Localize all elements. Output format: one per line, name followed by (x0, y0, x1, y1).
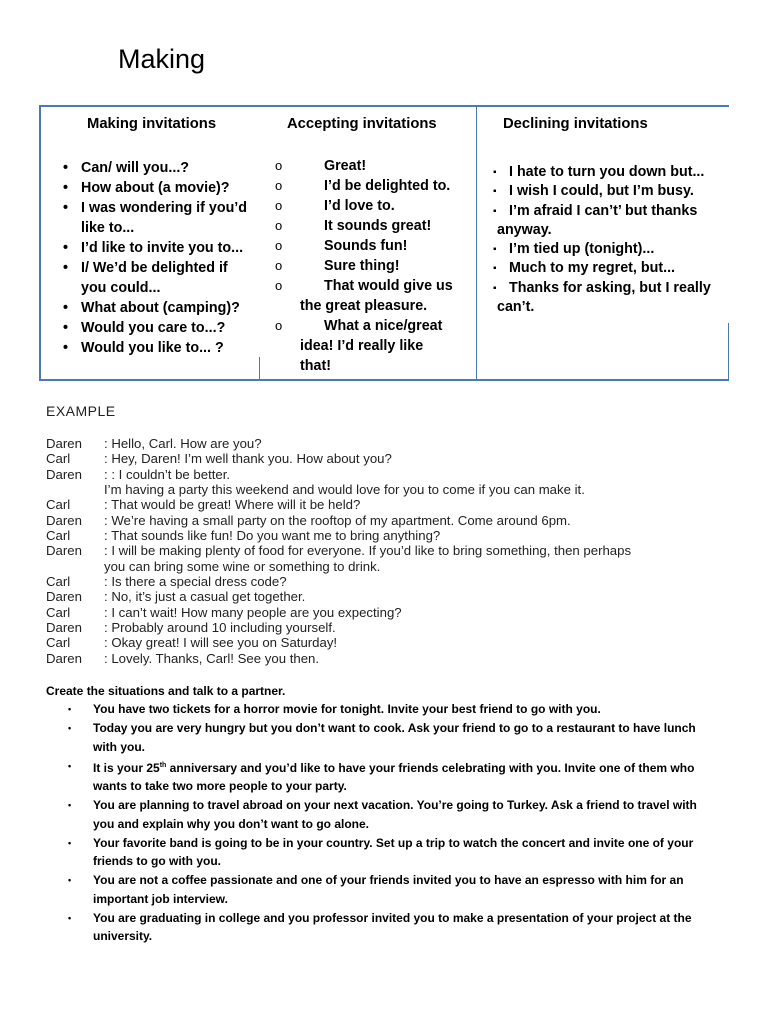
dialog-speaker: Daren (46, 620, 82, 636)
bullet-icon: o (275, 238, 283, 253)
bullet-icon: ▪ (493, 167, 497, 178)
making-item: • Can/ will you...? (63, 160, 190, 176)
accepting-item: o I’d be delighted to. (275, 178, 451, 194)
dialog-text: : We’re having a small party on the rooftop of my apartment. Come around 6pm. (104, 512, 571, 528)
declining-item: ▪ Much to my regret, but... (493, 259, 729, 278)
dialog-text: : Hey, Daren! I’m well thank you. How about you? (104, 451, 392, 467)
dialog-text: : No, it’s just a casual get together. (104, 589, 306, 605)
bullet-icon: o (275, 218, 283, 233)
bullet-icon: o (275, 178, 283, 193)
dialog-text: : Lovely. Thanks, Carl! See you then. (104, 650, 320, 666)
bullet-icon: • (63, 260, 69, 276)
declining-item: ▪ I hate to turn you down but... (493, 163, 729, 182)
making-item: • I was wondering if you’d like to... (63, 200, 248, 236)
accepting-item: o What a nice/great idea! I’d really like that! (275, 318, 443, 374)
bullet-icon: • (63, 340, 69, 356)
accepting-item: o I’d love to. (275, 198, 395, 214)
dialog-speaker: Daren (46, 512, 82, 528)
dialog-text: you can bring some wine or something to drink. (104, 558, 381, 574)
column-divider (476, 107, 477, 379)
column-divider-stub (259, 357, 260, 379)
accepting-item: o Sure thing! (275, 258, 400, 274)
making-item: • I/ We’d be delighted if you could... (63, 260, 228, 296)
accepting-item: o Sounds fun! (275, 238, 408, 254)
making-item: • How about (a movie)? (63, 180, 230, 196)
dialog-speaker: Daren (46, 543, 82, 559)
right-border-stub (728, 323, 729, 379)
bullet-icon: • (63, 320, 69, 336)
dialog-text: : Okay great! I will see you on Saturday! (104, 635, 338, 651)
making-item: • What about (camping)? (63, 300, 240, 316)
declining-item: ▪ Thanks for asking, but I really can’t. (493, 279, 711, 316)
declining-item: ▪ I’m afraid I can’t’ but thanks anyway. (493, 202, 698, 238)
making-item: • Would you like to... ? (63, 340, 224, 356)
bullet-icon: o (275, 198, 283, 213)
bullet-icon: • (63, 240, 69, 256)
bullet-icon: • (68, 800, 72, 810)
dialog-text: : I can’t wait! How many people are you expecting? (104, 604, 402, 620)
dialog-speaker: Carl (46, 497, 71, 513)
task-item: • You are graduating in college and you professor invited you to make a presentation of your project at the university. (68, 910, 692, 943)
making-item: • I’d like to invite you to... (63, 240, 244, 256)
dialog-text: : That sounds like fun! Do you want me to bring anything? (104, 528, 441, 544)
accepting-item: o That would give us the great pleasure. (275, 278, 453, 314)
task-item: • It is your 25th anniversary and you’d like to have your friends celebrating with you. Invite one of them who wants to take two more people to your party. (46, 757, 716, 796)
dialog-speaker: Daren (46, 650, 82, 666)
declining-item: ▪ I wish I could, but I’m busy. (493, 182, 729, 201)
dialog-text: : Is there a special dress code? (104, 574, 287, 590)
example-label: EXAMPLE (46, 403, 116, 419)
task-item: • You are not a coffee passionate and one of your friends invited you to have an espresso with him for an important job interview. (68, 873, 684, 906)
bullet-icon: • (68, 723, 72, 733)
dialog-speaker: Carl (46, 604, 71, 620)
accepting-item: o It sounds great! (275, 218, 432, 234)
dialog-text: : Probably around 10 including yourself. (104, 620, 336, 636)
bullet-icon: o (275, 278, 283, 293)
bullet-icon: • (68, 875, 72, 885)
bullet-icon: ▪ (493, 263, 497, 275)
dialog-speaker: Daren (46, 436, 82, 451)
bullet-icon: o (275, 158, 283, 173)
accepting-heading: Accepting invitations (287, 116, 437, 132)
dialog-speaker: Carl (46, 635, 71, 651)
task-item: • You have two tickets for a horror movie for tonight. Invite your best friend to go with you. (46, 700, 716, 719)
task-item: • Today you are very hungry but you don’t want to cook. Ask your friend to go to a restaurant to have lunch with you. (68, 721, 696, 754)
making-heading: Making invitations (87, 116, 217, 132)
declining-list (493, 163, 729, 317)
bullet-icon: ▪ (493, 244, 497, 256)
dialog-speaker: Carl (46, 451, 71, 467)
task-item: • You are planning to travel abroad on your next vacation. You’re going to Turkey. Ask a friend to travel with you and explain why you don’t want to go alone. (68, 798, 697, 831)
bullet-icon: • (63, 300, 69, 316)
dialog-speaker: Daren (46, 466, 82, 482)
tasks-heading: Create the situations and talk to a partner. (46, 684, 286, 698)
accepting-list (275, 156, 475, 376)
bullet-icon: • (63, 180, 69, 196)
bullet-icon: • (63, 160, 69, 176)
bullet-icon: ▪ (493, 282, 497, 294)
making-list (57, 158, 257, 358)
dialog-speaker: Daren (46, 589, 82, 605)
bullet-icon: ▪ (493, 186, 497, 198)
bullet-icon: • (68, 704, 72, 714)
making-item: • Would you care to...? (63, 320, 226, 336)
tasks-list (46, 700, 716, 946)
declining-item: ▪ I’m tied up (tonight)... (493, 240, 729, 259)
task-item: • Your favorite band is going to be in your country. Set up a trip to watch the concert and invite one of your friends to go with you. (68, 835, 694, 868)
dialog-text: : That would be great! Where will it be held? (104, 497, 361, 513)
bullet-icon: • (63, 200, 69, 216)
dialog-text: : : I couldn’t be better. (104, 466, 231, 482)
bullet-icon: ▪ (493, 205, 497, 217)
bullet-icon: o (275, 318, 283, 333)
dialog-text: : Hello, Carl. How are you? (104, 436, 262, 451)
bullet-icon: o (275, 258, 283, 273)
bullet-icon: • (68, 912, 72, 923)
dialog-text: I’m having a party this weekend and would love for you to come if you can make it. (104, 482, 585, 498)
accepting-item: o Great! (275, 158, 367, 174)
dialog-speaker: Carl (46, 574, 71, 590)
page-title: Making (118, 44, 206, 74)
bullet-icon: • (68, 837, 72, 848)
dialog-text: : I will be making plenty of food for everyone. If you’d like to bring something, then perhaps (104, 543, 632, 559)
dialog-speaker: Carl (46, 528, 71, 544)
declining-heading: Declining invitations (503, 116, 648, 132)
invitations-table (39, 105, 729, 381)
bullet-icon: • (68, 760, 72, 771)
